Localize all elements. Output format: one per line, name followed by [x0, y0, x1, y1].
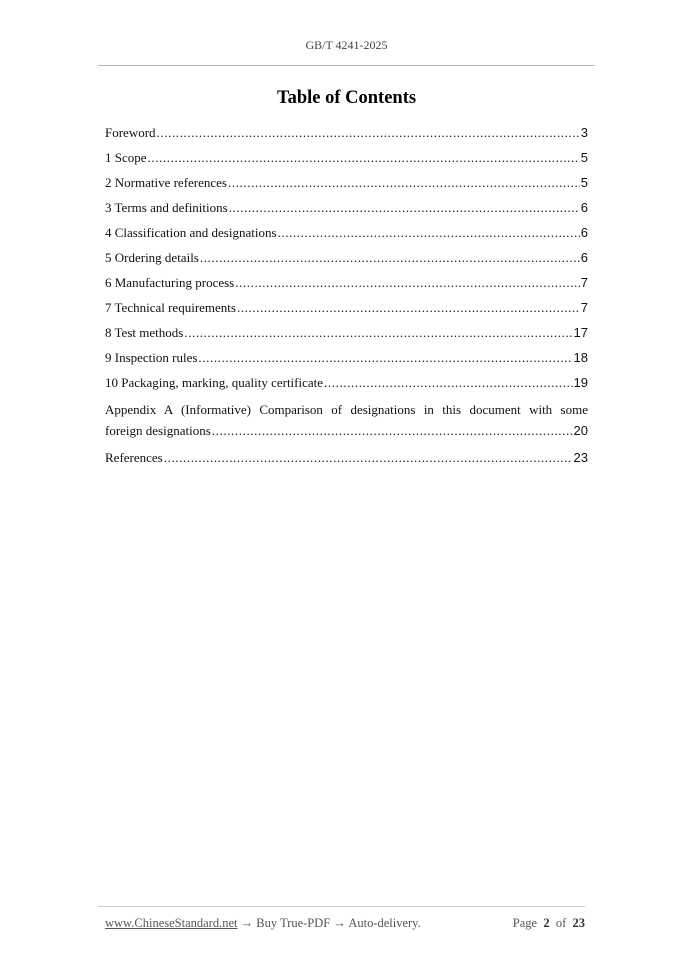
- toc-leader-dots: [237, 295, 580, 320]
- toc-leader-dots: [229, 195, 580, 220]
- website-link[interactable]: www.ChineseStandard.net: [105, 916, 238, 930]
- total-pages-number: 23: [572, 916, 585, 930]
- toc-entry-label: Foreword: [105, 125, 156, 140]
- toc-entry-test-methods[interactable]: [105, 320, 588, 345]
- auto-delivery-text: Auto-delivery.: [348, 916, 421, 930]
- toc-entry-page: 6: [580, 250, 588, 265]
- toc-entry-page: 3: [580, 125, 588, 140]
- toc-entry-label: 2 Normative references: [105, 175, 227, 190]
- toc-entry-classification[interactable]: [105, 220, 588, 245]
- toc-entry-appendix-a[interactable]: [105, 399, 588, 441]
- toc-entry-scope[interactable]: [105, 145, 588, 170]
- toc-entry-label: 7 Technical requirements: [105, 300, 236, 315]
- toc-entry-page: 6: [580, 200, 588, 215]
- toc-entry-page: 19: [573, 375, 588, 390]
- footer-divider: [98, 906, 585, 907]
- page-number: [513, 916, 585, 931]
- toc-entry-manufacturing-process[interactable]: [105, 270, 588, 295]
- document-header-id: GB/T 4241-2025: [305, 38, 388, 52]
- toc-entry-label: 1 Scope: [105, 150, 147, 165]
- toc-entry-page: 17: [573, 325, 588, 340]
- toc-leader-dots: [198, 345, 572, 370]
- buy-true-pdf-text: Buy True-PDF: [256, 916, 331, 930]
- toc-entry-page: 6: [580, 225, 588, 240]
- arrow-right-icon: →: [333, 916, 346, 930]
- toc-entry-label-line2: foreign designations: [105, 423, 211, 438]
- of-word: of: [555, 916, 567, 930]
- page-title: Table of Contents: [276, 88, 417, 108]
- toc-entry-page: 5: [580, 175, 588, 190]
- toc-entry-label: 6 Manufacturing process: [105, 275, 235, 290]
- toc-entry-page: 20: [573, 423, 588, 438]
- toc-entry-label: 4 Classification and designations: [105, 225, 277, 240]
- toc-entry-page: 5: [580, 150, 588, 165]
- toc-entry-label: 3 Terms and definitions: [105, 200, 228, 215]
- toc-leader-dots: [324, 370, 572, 395]
- arrow-right-icon: →: [240, 916, 254, 930]
- footer-promo: [105, 916, 421, 931]
- toc-entry-references[interactable]: [105, 445, 588, 470]
- toc-leader-dots: [228, 170, 580, 195]
- toc-leader-dots: [278, 220, 580, 245]
- toc-entry-packaging-marking[interactable]: [105, 370, 588, 395]
- toc-entry-page: 18: [573, 350, 588, 365]
- toc-leader-dots: [235, 270, 580, 295]
- toc-entry-page: 7: [580, 275, 588, 290]
- toc-entry-foreword[interactable]: [105, 120, 588, 145]
- toc-entry-technical-requirements[interactable]: [105, 295, 588, 320]
- toc-leader-dots: [184, 320, 572, 345]
- toc-entry-terms-definitions[interactable]: [105, 195, 588, 220]
- table-of-contents: [105, 120, 588, 470]
- toc-entry-label: 5 Ordering details: [105, 250, 199, 265]
- toc-entry-normative-references[interactable]: [105, 170, 588, 195]
- toc-entry-label: 10 Packaging, marking, quality certificate: [105, 375, 324, 390]
- toc-leader-dots: [212, 420, 573, 441]
- toc-entry-label: References: [105, 450, 163, 465]
- toc-entry-label-line1: Appendix A (Informative) Comparison of designations in this document with some: [105, 402, 588, 417]
- toc-entry-page: 23: [573, 450, 588, 465]
- toc-entry-label: 9 Inspection rules: [105, 350, 198, 365]
- toc-leader-dots: [200, 245, 580, 270]
- toc-entry-page: 7: [580, 300, 588, 315]
- toc-entry-label: 8 Test methods: [105, 325, 184, 340]
- toc-leader-dots: [148, 145, 580, 170]
- toc-entry-inspection-rules[interactable]: [105, 345, 588, 370]
- page-word: Page: [512, 916, 538, 930]
- header-divider: [98, 65, 595, 66]
- current-page-number: 2: [543, 916, 550, 930]
- toc-entry-ordering-details[interactable]: [105, 245, 588, 270]
- toc-leader-dots: [157, 120, 580, 145]
- toc-leader-dots: [164, 445, 573, 470]
